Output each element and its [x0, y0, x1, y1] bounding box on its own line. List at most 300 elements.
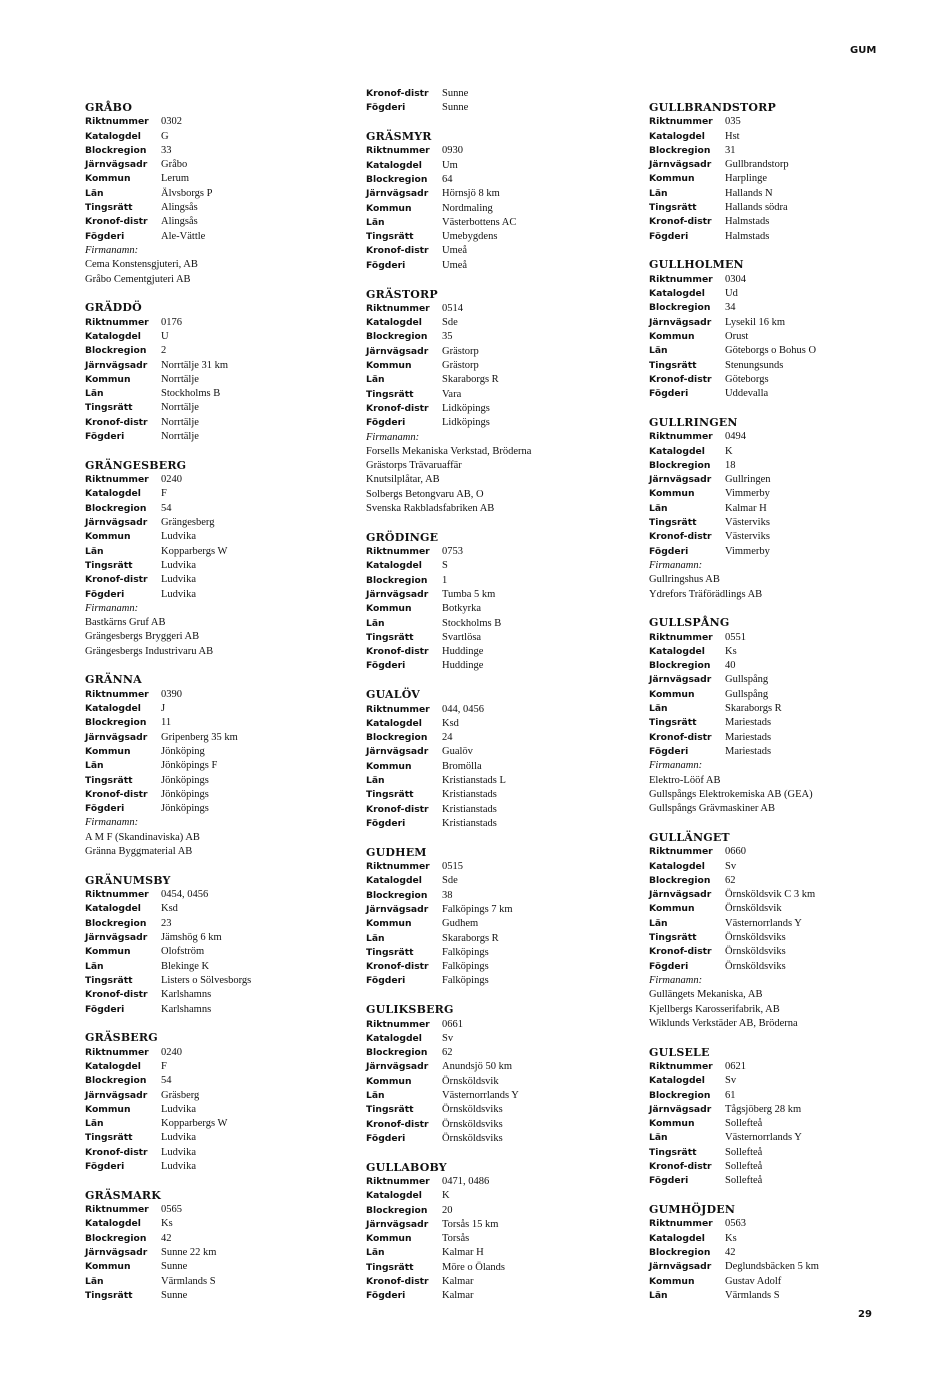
field-label: Län — [366, 1090, 385, 1101]
field-label: Katalogdel — [366, 717, 422, 729]
field-value: 0565 — [161, 1204, 182, 1216]
field-label: Katalogdel — [366, 1032, 422, 1044]
field-label: Kronof-distr — [649, 1160, 712, 1172]
field-label: Fögderi — [366, 660, 406, 672]
field-value: 54 — [161, 502, 172, 514]
place-name: GRÄNGESBERG — [85, 458, 187, 472]
field-value: 0660 — [725, 846, 746, 858]
field-row — [366, 1046, 626, 1060]
field-label: Fögderi — [85, 1003, 125, 1015]
field-value: Olofström — [161, 946, 205, 958]
field-row — [649, 1131, 919, 1145]
field-value: Huddinge — [442, 660, 484, 672]
place-entry — [366, 846, 626, 989]
place-name: GULLHOLMEN — [649, 258, 744, 272]
field-label: Kronof-distr — [366, 245, 429, 257]
field-label: Fögderi — [649, 960, 689, 972]
field-value: Falköpings 7 km — [442, 903, 513, 915]
field-row — [85, 688, 340, 702]
field-label: Län — [366, 1247, 385, 1259]
firm-name: Solbergs Betongvaru AB, O — [366, 488, 484, 500]
field-row — [649, 387, 919, 401]
place-entry — [649, 101, 919, 244]
field-value: 34 — [725, 302, 736, 314]
field-label: Tingsrätt — [649, 517, 697, 529]
field-value: S — [442, 560, 448, 572]
firm-name: A M F (Skandinaviska) AB — [85, 831, 200, 843]
field-value: Västerbottens AC — [442, 216, 517, 228]
field-label: Järnvägsadr — [649, 474, 712, 486]
field-value: 62 — [725, 874, 736, 886]
firm-name: Grängesbergs Industrivaru AB — [85, 645, 214, 657]
field-label: Blockregion — [85, 502, 147, 514]
field-value: 42 — [161, 1232, 172, 1244]
firm-heading: Firmanamn: — [649, 974, 703, 986]
field-label: Tingsrätt — [649, 932, 697, 944]
field-label: Kommun — [85, 745, 131, 757]
field-label: Riktnummer — [649, 116, 713, 128]
field-label: Tingsrätt — [85, 974, 133, 986]
field-row — [366, 402, 626, 416]
field-value: 33 — [161, 144, 172, 156]
field-row — [649, 702, 919, 716]
field-value: Jämshög 6 km — [161, 932, 222, 944]
place-entry — [649, 1203, 919, 1303]
field-label: Katalogdel — [649, 130, 705, 142]
field-row — [366, 373, 626, 387]
place-name: GUALÖV — [366, 688, 421, 702]
field-row — [366, 202, 626, 216]
field-row — [649, 1232, 919, 1246]
firm-name: Grästorps Trävaruaffär — [366, 460, 462, 472]
firm-name: Cema Konstensgjuteri, AB — [85, 259, 198, 271]
field-label: Järnvägsadr — [85, 1246, 148, 1258]
place-entry — [366, 288, 626, 517]
place-entry — [649, 416, 919, 602]
field-value: Hallands N — [725, 187, 773, 199]
field-label: Riktnummer — [649, 631, 713, 643]
field-row — [85, 158, 340, 172]
field-label: Järnvägsadr — [649, 316, 712, 328]
field-row — [366, 302, 626, 316]
field-row — [649, 1246, 919, 1260]
field-value: Karlshamns — [161, 989, 212, 1001]
field-row — [649, 130, 919, 144]
field-value: Kalmar — [442, 1276, 474, 1288]
field-value: Sollefteå — [725, 1175, 763, 1187]
field-label: Katalogdel — [366, 317, 422, 329]
field-value: Vimmerby — [725, 545, 770, 557]
field-value: Orust — [725, 330, 749, 342]
field-row — [649, 473, 919, 487]
field-label: Län — [366, 617, 385, 629]
field-row — [366, 1018, 626, 1032]
field-row — [649, 1089, 919, 1103]
field-row — [85, 1117, 340, 1131]
field-value: F — [161, 1060, 167, 1072]
field-value: Ale-Vättle — [161, 230, 206, 242]
field-value: Nordmaling — [442, 202, 493, 214]
field-value: Vimmerby — [725, 488, 770, 500]
place-entry — [366, 688, 626, 831]
field-value: Ludvika — [161, 1160, 196, 1172]
field-label: Järnvägsadr — [85, 517, 148, 529]
field-row — [366, 932, 626, 946]
field-row — [85, 215, 340, 229]
place-entry — [85, 1031, 340, 1174]
field-value: Örnsköldsviks — [725, 932, 786, 944]
field-row — [85, 774, 340, 788]
field-label: Län — [649, 502, 668, 514]
field-label: Riktnummer — [366, 703, 430, 715]
field-row — [85, 387, 340, 401]
field-value: Tumba 5 km — [442, 589, 496, 600]
place-name: GRÅBO — [85, 101, 133, 114]
field-row — [649, 1103, 919, 1117]
field-value: Mariestads — [725, 731, 772, 743]
field-row — [366, 731, 626, 745]
field-label: Järnvägsadr — [85, 159, 148, 171]
field-row — [649, 359, 919, 373]
place-name: GRÄSMARK — [85, 1188, 162, 1202]
field-row — [649, 1060, 919, 1074]
field-row — [649, 144, 919, 158]
field-value: 0563 — [725, 1218, 746, 1230]
field-value: 24 — [442, 732, 453, 744]
place-name: GULLBRANDSTORP — [649, 101, 776, 114]
field-label: Tingsrätt — [649, 359, 697, 371]
field-value: Skaraborgs R — [442, 374, 499, 386]
field-label: Järnvägsadr — [366, 903, 429, 915]
field-value: U — [161, 330, 169, 342]
field-value: 11 — [161, 717, 172, 729]
field-label: Katalogdel — [85, 1060, 141, 1072]
field-label: Blockregion — [85, 345, 147, 357]
field-label: Katalogdel — [366, 560, 422, 572]
field-label: Tingsrätt — [85, 559, 133, 571]
field-label: Tingsrätt — [366, 631, 414, 643]
field-value: Listers o Sölvesborgs — [161, 974, 252, 986]
field-row — [85, 487, 340, 501]
field-row — [85, 802, 340, 816]
field-row — [366, 760, 626, 774]
field-value: Tågsjöberg 28 km — [725, 1103, 802, 1115]
field-label: Kronof-distr — [366, 1118, 429, 1130]
field-label: Fögderi — [366, 975, 406, 987]
field-row — [649, 645, 919, 659]
field-value: Ludvika — [161, 1103, 196, 1115]
place-name: GRÄSBERG — [85, 1031, 158, 1045]
field-label: Järnvägsadr — [649, 159, 712, 171]
place-entry — [366, 1161, 626, 1304]
field-value: Lerum — [161, 173, 189, 185]
field-label: Tingsrätt — [366, 1261, 414, 1273]
field-label: Län — [366, 775, 385, 787]
field-row — [85, 1275, 340, 1289]
field-value: Värmlands S — [725, 1289, 780, 1301]
field-row — [366, 144, 626, 158]
field-label: Riktnummer — [649, 1060, 713, 1072]
field-row — [366, 974, 626, 988]
field-value: Ludvika — [161, 531, 196, 543]
field-value: Sollefteå — [725, 1118, 763, 1130]
field-row — [85, 1246, 340, 1260]
field-row — [366, 903, 626, 917]
field-row — [85, 974, 340, 988]
field-label: Järnvägsadr — [649, 1261, 712, 1273]
field-row — [85, 115, 340, 129]
field-label: Blockregion — [366, 173, 428, 185]
firm-name: Gullspångs Grävmaskiner AB — [649, 803, 775, 815]
field-value: 0471, 0486 — [442, 1175, 490, 1187]
field-row — [366, 1204, 626, 1218]
firm-name: Bastkärns Gruf AB — [85, 617, 166, 629]
field-row — [649, 530, 919, 544]
field-row — [649, 745, 919, 759]
field-row — [85, 745, 340, 759]
field-row — [85, 230, 340, 244]
field-value: 42 — [725, 1246, 736, 1258]
field-value: Västernorrlands Y — [725, 917, 802, 929]
field-row — [366, 717, 626, 731]
field-value: Norrtälje — [161, 431, 199, 443]
field-row — [366, 101, 626, 115]
field-label: Blockregion — [366, 331, 428, 343]
field-value: 0551 — [725, 631, 746, 643]
field-value: 23 — [161, 917, 172, 929]
field-label: Tingsrätt — [649, 717, 697, 729]
field-label: Län — [85, 388, 104, 400]
field-value: Kalmar H — [442, 1247, 484, 1259]
field-label: Tingsrätt — [366, 231, 414, 243]
field-row — [649, 158, 919, 172]
field-label: Riktnummer — [649, 431, 713, 443]
field-row — [366, 889, 626, 903]
field-label: Katalogdel — [649, 860, 705, 872]
field-value: Värmlands S — [161, 1275, 216, 1287]
field-value: Deglundsbäcken 5 km — [725, 1261, 819, 1273]
field-label: Län — [85, 545, 104, 557]
field-row — [85, 716, 340, 730]
field-value: 0494 — [725, 431, 746, 443]
field-value: Ud — [725, 288, 738, 300]
field-row — [649, 731, 919, 745]
field-label: Järnvägsadr — [366, 1061, 429, 1073]
field-label: Tingsrätt — [366, 388, 414, 400]
field-row — [85, 187, 340, 201]
field-label: Län — [649, 703, 668, 715]
field-row — [366, 574, 626, 588]
field-label: Kronof-distr — [85, 989, 148, 1001]
field-label: Katalogdel — [85, 903, 141, 915]
field-value: Huddinge — [442, 646, 484, 658]
field-label: Riktnummer — [649, 846, 713, 858]
column-2 — [366, 87, 626, 1318]
field-value: Ludvika — [161, 588, 196, 600]
field-value: 044, 0456 — [442, 703, 484, 715]
field-value: Sunne — [161, 1289, 188, 1301]
field-value: Skaraborgs R — [725, 703, 782, 715]
field-value: Halmstads — [725, 216, 770, 228]
field-label: Fögderi — [366, 817, 406, 829]
field-row — [649, 445, 919, 459]
field-label: Tingsrätt — [85, 1132, 133, 1144]
field-label: Katalogdel — [85, 703, 141, 715]
field-value: Gullspång — [725, 674, 769, 686]
field-row — [85, 430, 340, 444]
field-row — [85, 988, 340, 1002]
field-value: Älvsborgs P — [161, 187, 213, 199]
field-row — [85, 1131, 340, 1145]
field-value: F — [161, 488, 167, 500]
firm-heading: Firmanamn: — [85, 602, 139, 614]
field-label: Tingsrätt — [85, 402, 133, 414]
field-row — [366, 1118, 626, 1132]
field-label: Järnvägsadr — [366, 188, 429, 200]
field-value: Falköpings — [442, 975, 489, 987]
field-label: Län — [649, 187, 668, 199]
field-row — [366, 559, 626, 573]
field-value: Blekinge K — [161, 960, 210, 972]
field-label: Fögderi — [649, 230, 689, 242]
field-row — [366, 774, 626, 788]
firm-name: Gullringshus AB — [649, 574, 720, 586]
field-value: 31 — [725, 144, 736, 156]
field-label: Katalogdel — [366, 875, 422, 887]
field-label: Katalogdel — [85, 1218, 141, 1230]
field-value: Ksd — [442, 717, 459, 729]
field-label: Riktnummer — [85, 316, 149, 328]
field-row — [366, 874, 626, 888]
field-row — [366, 1232, 626, 1246]
field-label: Blockregion — [649, 1246, 711, 1258]
field-row — [649, 115, 919, 129]
field-row — [85, 559, 340, 573]
field-row — [649, 917, 919, 931]
field-label: Järnvägsadr — [366, 746, 429, 758]
field-label: Kommun — [85, 373, 131, 385]
field-label: Kommun — [649, 330, 695, 342]
field-value: Ludvika — [161, 559, 196, 571]
field-row — [649, 215, 919, 229]
field-value: Falköpings — [442, 961, 489, 973]
field-value: 0304 — [725, 273, 746, 285]
field-label: Järnvägsadr — [366, 345, 429, 357]
field-label: Kommun — [366, 760, 412, 772]
field-value: Svartlösa — [442, 631, 482, 643]
place-name: GULLRINGEN — [649, 415, 738, 429]
field-value: 18 — [725, 459, 736, 471]
field-label: Blockregion — [85, 1232, 147, 1244]
field-row — [85, 1060, 340, 1074]
field-row — [649, 1117, 919, 1131]
field-label: Blockregion — [649, 144, 711, 156]
place-entry — [649, 616, 919, 816]
field-row — [649, 273, 919, 287]
place-entry — [649, 831, 919, 1031]
field-row — [85, 516, 340, 530]
field-row — [366, 960, 626, 974]
field-label: Kommun — [649, 903, 695, 915]
field-row — [366, 1032, 626, 1046]
field-row — [85, 731, 340, 745]
field-row — [366, 159, 626, 173]
field-label: Blockregion — [649, 1089, 711, 1101]
field-value: Jönköpings — [161, 788, 209, 800]
field-row — [366, 216, 626, 230]
field-value: Ks — [161, 1218, 173, 1230]
field-row — [649, 201, 919, 215]
field-row — [366, 1060, 626, 1074]
field-value: Umebygdens — [442, 231, 498, 243]
field-row — [366, 316, 626, 330]
field-label: Fögderi — [649, 545, 689, 557]
field-row — [649, 688, 919, 702]
field-row — [649, 1289, 919, 1303]
field-row — [649, 502, 919, 516]
field-row — [366, 788, 626, 802]
place-name: GUMHÖJDEN — [649, 1203, 736, 1217]
field-row — [85, 373, 340, 387]
field-label: Kommun — [366, 1075, 412, 1087]
field-row — [649, 716, 919, 730]
field-label: Kronof-distr — [649, 531, 712, 543]
field-value: Kristianstads L — [442, 775, 506, 787]
firm-name: Gråbo Cementgjuteri AB — [85, 273, 191, 285]
field-row — [649, 1174, 919, 1188]
field-label: Kronof-distr — [366, 1276, 429, 1288]
field-label: Kronof-distr — [649, 731, 712, 743]
place-entry — [85, 301, 340, 444]
field-label: Fögderi — [366, 417, 406, 429]
field-value: Uddevalla — [725, 388, 769, 400]
field-value: Västernorrlands Y — [442, 1090, 519, 1101]
field-label: Fögderi — [366, 259, 406, 271]
field-row — [85, 573, 340, 587]
field-row — [85, 1003, 340, 1017]
field-value: Sollefteå — [725, 1160, 763, 1172]
field-label: Tingsrätt — [85, 1289, 133, 1301]
field-row — [85, 530, 340, 544]
field-label: Kronof-distr — [85, 1146, 148, 1158]
field-value: 0930 — [442, 145, 463, 157]
place-entry — [85, 1189, 340, 1303]
field-row — [85, 316, 340, 330]
field-value: Karlshamns — [161, 1003, 212, 1015]
field-row — [649, 845, 919, 859]
field-value: Gråbo — [161, 159, 188, 171]
field-value: K — [725, 445, 733, 457]
field-row — [366, 917, 626, 931]
field-row — [649, 874, 919, 888]
field-label: Kronof-distr — [366, 402, 429, 414]
field-label: Tingsrätt — [649, 1146, 697, 1158]
field-row — [366, 1218, 626, 1232]
place-name: GRÄSTORP — [366, 287, 438, 301]
field-row — [85, 888, 340, 902]
field-value: Grängesberg — [161, 517, 215, 529]
field-label: Fögderi — [85, 588, 125, 600]
field-row — [366, 388, 626, 402]
field-label: Järnvägsadr — [649, 674, 712, 686]
firm-name: Gränna Byggmaterial AB — [85, 846, 193, 858]
field-label: Riktnummer — [366, 1175, 430, 1187]
field-label: Kommun — [85, 173, 131, 185]
field-value: Ludvika — [161, 1146, 196, 1158]
field-label: Kronof-distr — [85, 216, 148, 228]
field-label: Kommun — [649, 688, 695, 700]
field-label: Tingsrätt — [649, 202, 697, 214]
